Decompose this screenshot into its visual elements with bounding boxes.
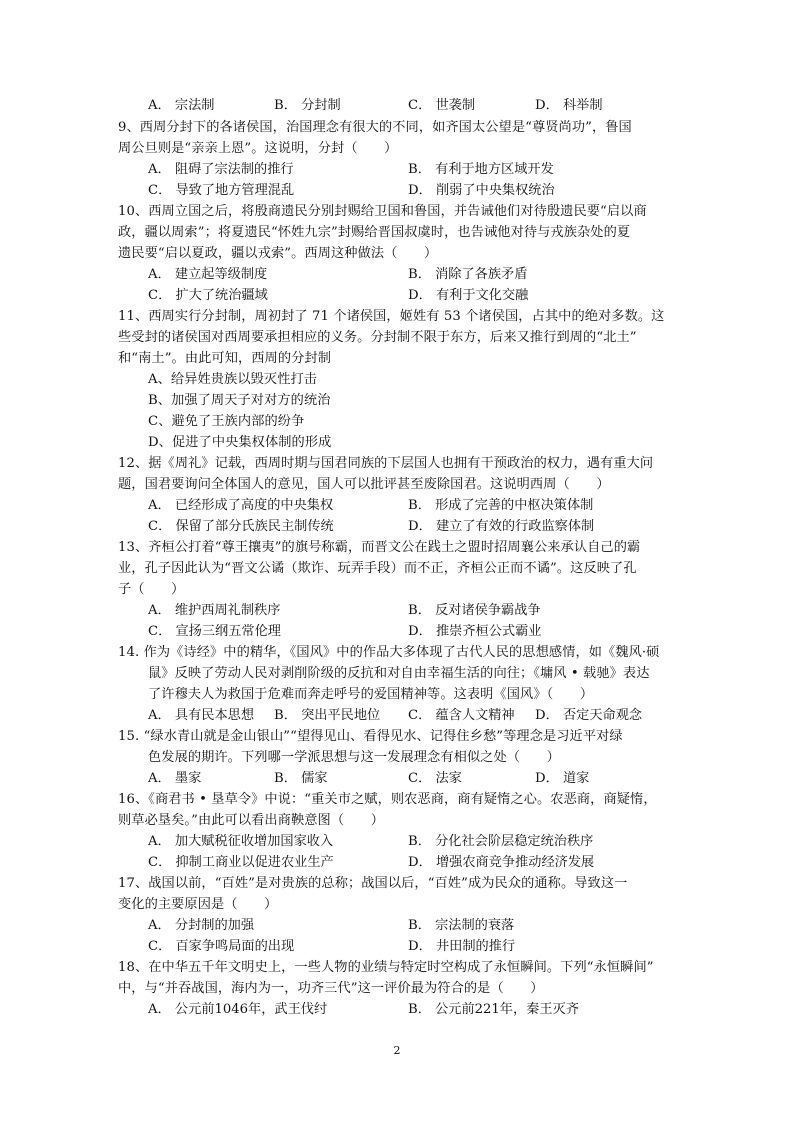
q12-stem-line-2: 题，国君要询问全体国人的意见，国人可以批评甚至废除国君。这说明西周（ ） [118,477,610,492]
q12-option-b: B． 形成了完善的中枢决策体制 [408,498,594,513]
q8-option-a: A． 宗法制 [148,98,215,113]
q15-option-b: B． 儒家 [274,771,328,786]
page-number: 2 [393,1044,401,1057]
q17-option-c: C． 百家争鸣局面的出现 [148,939,295,954]
q13-option-b: B． 反对诸侯争霸战争 [408,603,541,618]
q10-option-d: D． 有利于文化交融 [408,288,529,303]
q14-stem-line-1: 14. 作为《诗经》中的精华，《国风》中的作品大多体现了古代人民的思想感情，如《魏风·硕 [118,645,660,660]
q13-stem-line-1: 13、齐桓公打着“尊王攘夷”的旗号称霸，而晋文公在践土之盟时招周襄公来承认自己的霸 [118,540,641,555]
q13-stem-line-2: 业，孔子因此认为“晋文公谲（欺诈、玩弄手段）而不正，齐桓公正而不谲”。这反映了孔 [118,561,637,576]
q17-stem-line-1: 17、战国以前，“百姓”是对贵族的总称；战国以后，“百姓”成为民众的通称。导致这一 [118,876,628,891]
q8-option-d: D． 科举制 [535,98,603,113]
q15-option-a: A． 墨家 [148,771,202,786]
q14-stem-line-3: 了许穆夫人为救国于危难而奔走呼号的爱国精神等。这表明《国风》（ ） [148,687,594,702]
q16-option-d: D． 增强农商竞争推动经济发展 [408,855,595,870]
q11-option-c: C、避免了王族内部的纷争 [148,414,305,429]
q16-stem-line-1: 16、《商君书 • 垦草令》中说：“重关市之赋，则农恶商，商有疑惰之心。农恶商，商疑惰， [118,792,657,807]
q16-option-c: C． 抑制工商业以促进农业生产 [148,855,334,870]
q18-option-b: B． 公元前221年，秦王灭齐 [408,1002,579,1017]
q15-option-d: D． 道家 [535,771,590,786]
q17-option-b: B． 宗法制的衰落 [408,918,515,933]
q18-stem-line-2: 中，与“并吞战国，海内为一，功齐三代”这一评价最为符合的是（ ） [118,981,544,996]
q14-option-c: C． 蕴含人文精神 [408,708,515,723]
q17-option-a: A． 分封制的加强 [148,918,255,933]
q16-option-b: B． 分化社会阶层稳定统治秩序 [408,834,594,849]
q14-stem-line-2: 鼠》反映了劳动人民对剥削阶级的反抗和对自由幸福生活的向往；《墉风 • 载驰》表达 [148,666,650,681]
q18-option-a: A． 公元前1046年，武王伐纣 [148,1002,328,1017]
q9-stem-line-2: 周公旦则是“亲亲上恩”。这说明，分封（ ） [118,141,398,156]
q11-option-b: B、加强了周天子对对方的统治 [148,393,331,408]
q12-stem-line-1: 12、据《周礼》记载，西周时期与国君同族的下层国人也拥有干预政治的权力，遇有重大问 [118,456,654,471]
q12-option-a: A． 已经形成了高度的中央集权 [148,498,334,513]
q10-stem-line-3: 遗民要“启以夏政，疆以戎索”。西周这种做法（ ） [118,246,438,261]
q18-stem-line-1: 18、在中华五千年文明史上，一些人物的业绩与特定时空构成了永恒瞬间。下列“永恒瞬间” [118,960,654,975]
q13-option-c: C． 宣扬三纲五常伦理 [148,624,281,639]
q10-stem-line-1: 10、西周立国之后，将殷商遗民分别封赐给卫国和鲁国，并告诫他们对待殷遗民要“启以商 [118,204,647,219]
q10-option-b: B． 消除了各族矛盾 [408,267,528,282]
q17-stem-line-2: 变化的主要原因是（ ） [118,897,278,912]
q9-stem-line-1: 9、西周分封下的各诸侯国，治国理念有很大的不同，如齐国太公望是“尊贤尚功”，鲁国 [118,120,632,135]
q11-option-a: A、给异姓贵族以毁灭性打击 [148,372,318,387]
q9-option-d: D． 削弱了中央集权统治 [408,183,555,198]
q16-stem-line-2: 则草必垦矣。”由此可以看出商鞅意图（ ） [118,813,384,828]
q10-option-a: A． 建立起等级制度 [148,267,268,282]
q17-option-d: D． 井田制的推行 [408,939,516,954]
q15-stem-line-1: 15. “绿水青山就是金山银山”“望得见山、看得见水、记得住乡愁”等理念是习近平对绿 [118,729,623,744]
q15-stem-line-2: 色发展的期许。下列哪一学派思想与这一发展理念有相似之处（ ） [148,750,560,765]
q9-option-b: B． 有利于地方区域开发 [408,162,554,177]
q11-stem-line-1: 11、西周实行分封制，周初封了 71 个诸侯国，姬姓有 53 个诸侯国，占其中的绝对多数。这 [118,309,665,324]
q12-option-c: C． 保留了部分氏族民主制传统 [148,519,334,534]
q11-stem-line-3: 和“南土”。由此可知，西周的分封制 [118,351,331,366]
q10-option-c: C． 扩大了统治疆域 [148,288,268,303]
q8-option-b: B． 分封制 [274,98,341,113]
q12-option-d: D． 建立了有效的行政监察体制 [408,519,595,534]
q10-stem-line-2: 政，疆以周索”；将夏遗民“怀姓九宗”封赐给晋国叔虞时，也告诫他对待与戎族杂处的夏 [118,225,631,240]
q11-stem-line-2: 些受封的诸侯国对西周要承担相应的义务。分封制不限于东方，后来又推行到周的“北土” [118,330,637,345]
q14-option-d: D． 否定天命观念 [535,708,643,723]
q13-stem-line-3: 子（ ） [118,582,185,597]
q9-option-a: A． 阻碍了宗法制的推行 [148,162,294,177]
q11-option-d: D、促进了中央集权体制的形成 [148,435,332,450]
q15-option-c: C． 法家 [408,771,462,786]
q8-option-c: C． 世袭制 [408,98,476,113]
q16-option-a: A． 加大赋税征收增加国家收入 [148,834,334,849]
q9-option-c: C． 导致了地方管理混乱 [148,183,295,198]
q14-option-a: A． 具有民本思想 [148,708,255,723]
q13-option-d: D． 推崇齐桓公式霸业 [408,624,542,639]
q13-option-a: A． 维护西周礼制秩序 [148,603,281,618]
q14-option-b: B． 突出平民地位 [274,708,381,723]
